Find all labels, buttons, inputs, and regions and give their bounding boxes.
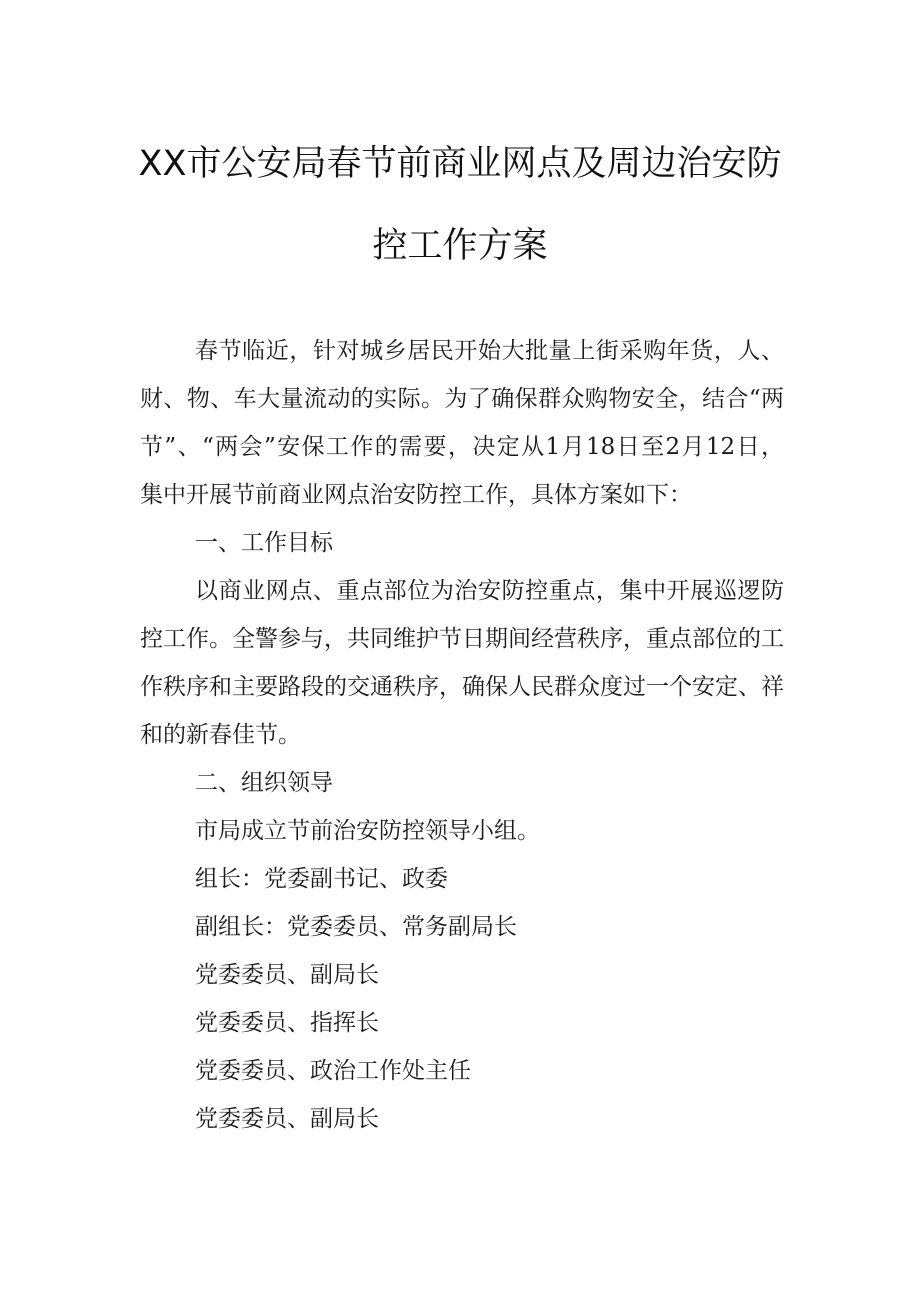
section-2-line-1: 市局成立节前治安防控领导小组。 bbox=[195, 818, 540, 844]
section-1-line-3: 作秩序和主要路段的交通秩序，确保人民群众度过一个安定、祥 bbox=[140, 674, 784, 700]
section-1-line-1: 以商业网点、重点部位为治安防控重点，集中开展巡逻防 bbox=[195, 578, 784, 604]
section-2-heading: 二、组织领导 bbox=[195, 770, 333, 796]
intro-line-3: 节”、“两会”安保工作的需要，决定从1月18日至2月12日， bbox=[140, 434, 784, 460]
section-2-line-2: 组长：党委副书记、政委 bbox=[195, 866, 448, 892]
intro-line-4: 集中开展节前商业网点治安防控工作，具体方案如下： bbox=[140, 482, 692, 508]
document-title-line-1: XX市公安局春节前商业网点及周边治安防 bbox=[138, 144, 782, 184]
document-title-line-2: 控工作方案 bbox=[372, 226, 548, 266]
section-1-line-4: 和的新春佳节。 bbox=[140, 722, 301, 748]
section-2-line-6: 党委委员、政治工作处主任 bbox=[195, 1058, 471, 1084]
intro-line-1: 春节临近，针对城乡居民开始大批量上街采购年货，人、 bbox=[195, 338, 784, 364]
section-2-line-7: 党委委员、副局长 bbox=[195, 1106, 379, 1132]
section-2-line-3: 副组长：党委委员、常务副局长 bbox=[195, 914, 517, 940]
section-2-line-4: 党委委员、副局长 bbox=[195, 962, 379, 988]
section-2-line-5: 党委委员、指挥长 bbox=[195, 1010, 379, 1036]
intro-line-2: 财、物、车大量流动的实际。为了确保群众购物安全，结合“两 bbox=[140, 386, 784, 412]
section-1-heading: 一、工作目标 bbox=[195, 530, 333, 556]
section-1-line-2: 控工作。全警参与，共同维护节日期间经营秩序，重点部位的工 bbox=[140, 626, 784, 652]
